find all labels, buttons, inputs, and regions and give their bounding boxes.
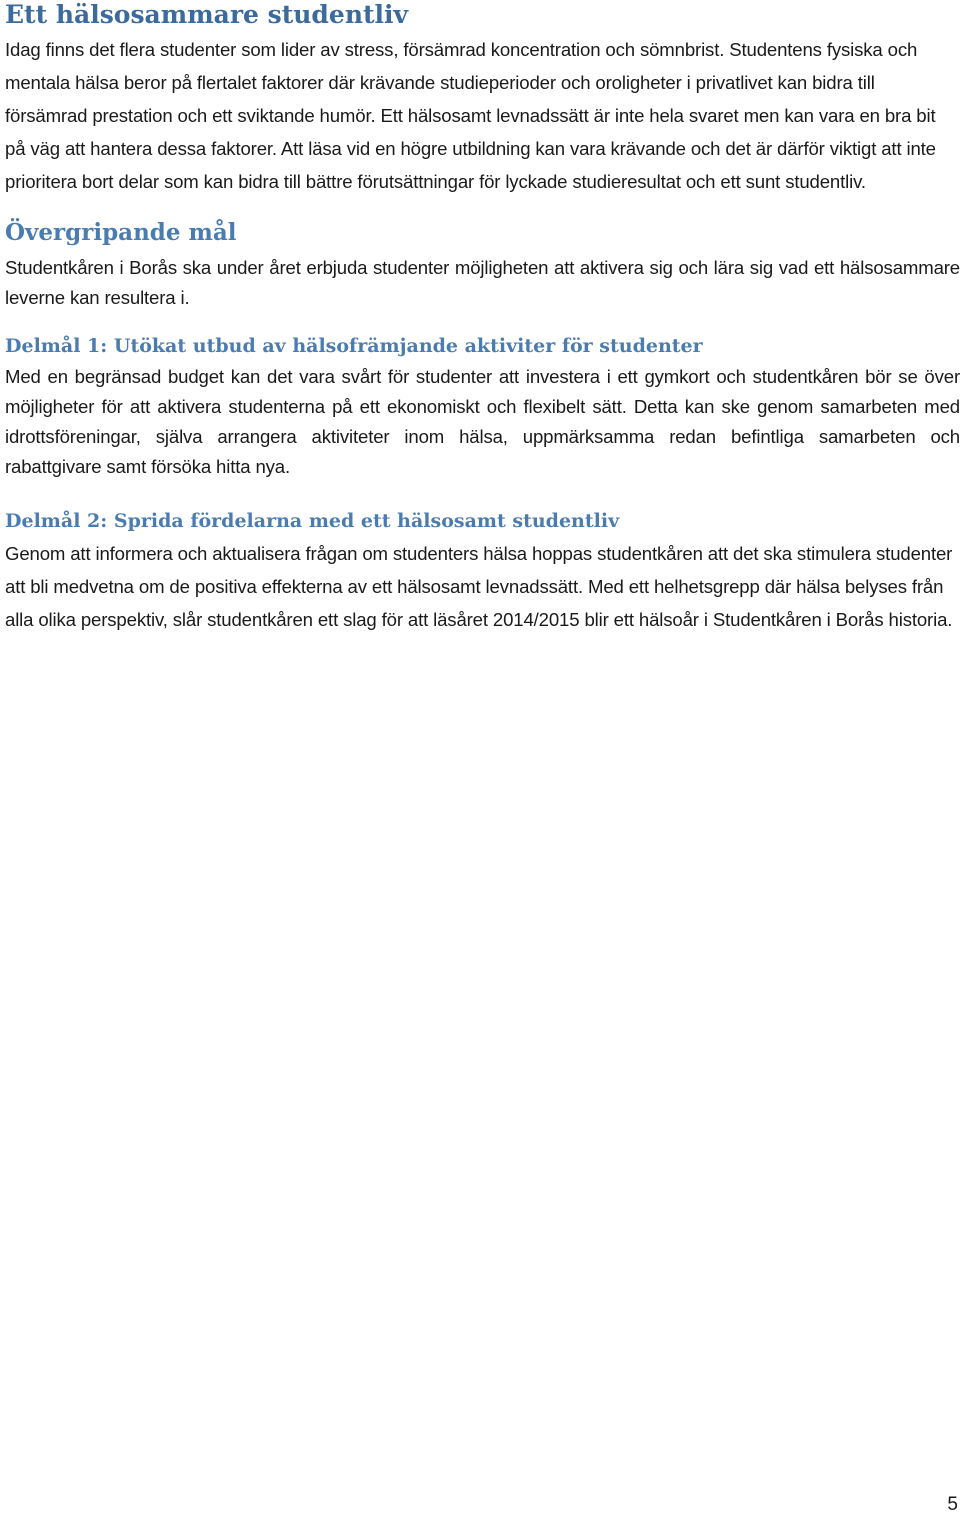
document-page (5, 0, 960, 636)
page-title: Ett hälsosammare studentliv (5, 0, 409, 29)
intro-paragraph: Idag finns det flera studenter som lider av stress, försämrad koncentration och sömnbrist. Studentens fysiska och mentala hälsa beror på flertalet faktorer där krävande studieperioder och oroligheter i privatlivet kan bidra till försämrad prestation och ett sviktande humör. Ett hälsosamt levnadssätt är inte hela svaret men kan vara en bra bit på väg att hantera dessa faktorer. Att läsa vid en högre utbildning kan vara krävande och det är därför viktigt att inte prioritera bort delar som kan bidra till bättre förutsättningar för lyckade studieresultat och ett sunt studentliv. (5, 39, 936, 192)
goal1-heading: Delmål 1: Utökat utbud av hälsofrämjande aktiviter för studenter (5, 335, 703, 357)
goal2-heading: Delmål 2: Sprida fördelarna med ett hälsosamt studentliv (5, 510, 620, 532)
goal1-paragraph: Med en begränsad budget kan det vara svårt för studenter att investera i ett gymkort och studentkåren bör se över möjligheter för att aktivera studenterna på ett ekonomiskt och flexibelt sätt. Detta kan ske genom samarbeten med idrottsföreningar, själva arrangera aktiviteter inom hälsa, uppmärksamma redan befintliga samarbeten och rabattgivare samt försöka hitta nya. (5, 366, 960, 477)
goal2-paragraph: Genom att informera och aktualisera frågan om studenters hälsa hoppas studentkåren att det ska stimulera studenter att bli medvetna om de positiva effekterna av ett hälsosamt levnadssätt. Med ett helhetsgrepp där hälsa belyses från alla olika perspektiv, slår studentkåren ett slag för att läsåret 2014/2015 blir ett hälsoår i Studentkåren i Borås historia. (5, 543, 953, 630)
page-number: 5 (947, 1494, 958, 1515)
section-paragraph: Studentkåren i Borås ska under året erbjuda studenter möjligheten att aktivera sig och lära sig vad ett hälsosammare leverne kan resultera i. (5, 257, 960, 308)
section-heading: Övergripande mål (5, 219, 237, 246)
